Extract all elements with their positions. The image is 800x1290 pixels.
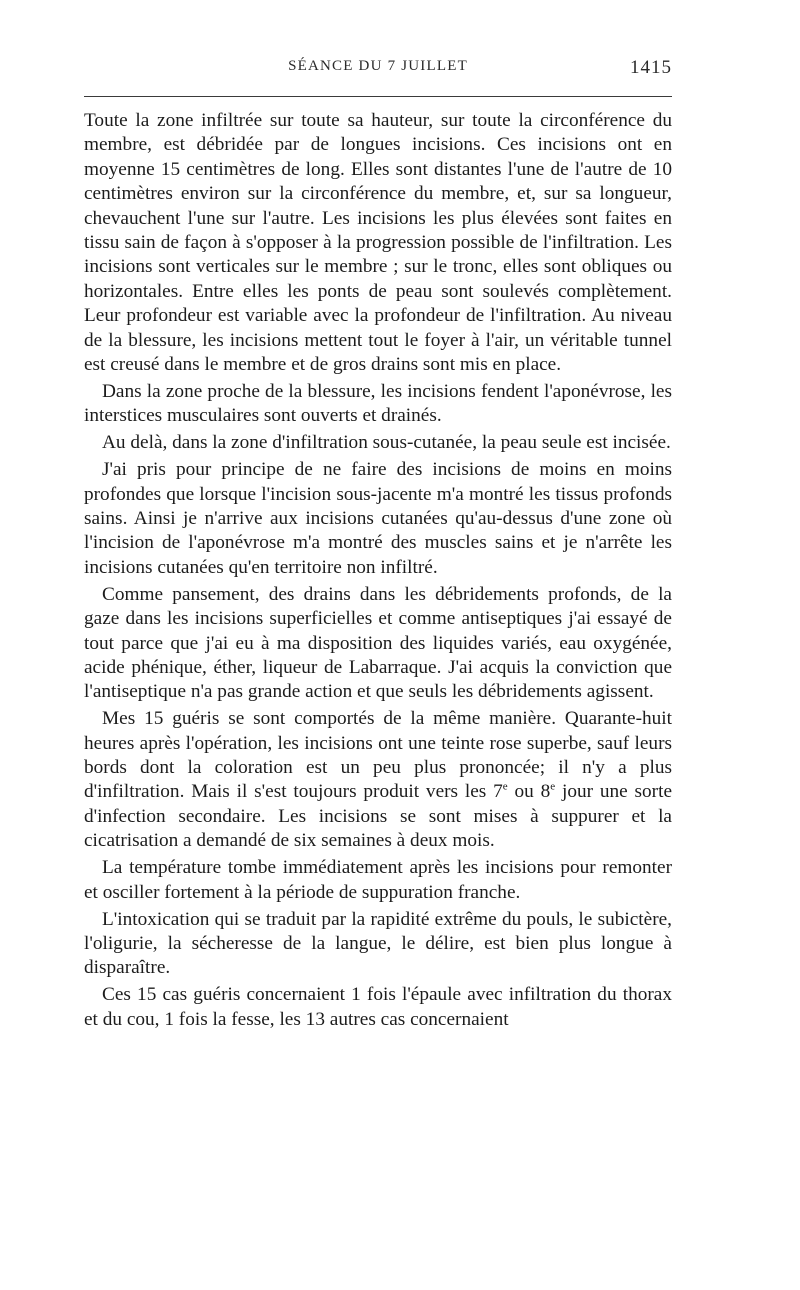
body-text <box>84 109 672 1035</box>
paragraph: Ces 15 cas guéris concernaient 1 fois l'épaule avec infiltration du thorax et du cou, 1 fois la fesse, les 13 autres cas concernaient <box>84 984 672 1030</box>
paragraph-text: Mes 15 guéris se sont comportés de la même manière. Quarante-huit heures après l'opération, les incisions ont une teinte rose superbe, sauf leurs bords dont la coloration est un peu plus prononcée; il n'y a plus d'infiltration. Mais il s'est toujours produit vers les 7 <box>84 708 672 803</box>
ordinal-superscript: e <box>502 781 508 794</box>
running-head <box>84 58 672 82</box>
paragraph: Comme pansement, des drains dans les débridements profonds, de la gaze dans les incisions superficielles et comme antiseptiques j'ai essayé de tout parce que j'ai eu à ma disposition des liquides variés, eau oxygénée, acide phénique, éther, liqueur de Labarraque. J'ai acquis la conviction que l'antiseptique n'a pas grande action et que seuls les débridements agissent. <box>84 583 672 703</box>
paragraph-text: ou 8 <box>507 781 551 803</box>
paragraph: J'ai pris pour principe de ne faire des incisions de moins en moins profondes que lorsque l'incision sous-jacente m'a montré les tissus profonds sains. Ainsi je n'arrive aux incisions cutanées qu'au-dessus d'une zone où l'incision de l'aponévrose m'a montré des muscles sains et je n'arrête les incisions cutanées qu'en territoire non infiltré. <box>84 459 672 578</box>
ordinal-superscript: e <box>550 781 556 794</box>
running-title: SÉANCE DU 7 JUILLET <box>288 58 468 74</box>
paragraph: Toute la zone infiltrée sur toute sa hauteur, sur toute la circonférence du membre, est débridée par de longues incisions. Ces incisions ont en moyenne 15 centimètres de long. Elles sont distantes l'une de l'autre de 10 centimètres environ sur la circonférence du membre, et, sur sa longueur, chevauchent l'une sur l'autre. Les incisions les plus élevées sont faites en tissu sain de façon à s'opposer à la progression possible de l'infiltration. Les incisions sont verticales sur le membre ; sur le tronc, elles sont obliques ou horizontales. Entre elles les ponts de peau sont soulevés complètement. Leur profondeur est variable avec la profondeur de l'infiltration. Au niveau de la blessure, les incisions mettent tout le foyer à l'air, un véritable tunnel est creusé dans le membre et de gros drains sont mis en place. <box>84 110 672 376</box>
header-rule <box>84 96 672 97</box>
page-number: 1415 <box>630 57 672 78</box>
paragraph <box>84 707 672 853</box>
paragraph: Au delà, dans la zone d'infiltration sous-cutanée, la peau seule est incisée. <box>102 432 671 454</box>
paragraph: La température tombe immédiatement après les incisions pour remonter et osciller fortement à la période de suppuration franche. <box>84 857 672 903</box>
paragraph: L'intoxication qui se traduit par la rapidité extrême du pouls, le subictère, l'oligurie, la sécheresse de la langue, le délire, est bien plus longue à disparaître. <box>84 908 672 979</box>
paragraph: Dans la zone proche de la blessure, les incisions fendent l'aponévrose, les interstices musculaires sont ouverts et drainés. <box>84 380 672 427</box>
paragraph-text: jour une sorte d'infection secondaire. Les incisions se sont mises à suppurer et la cicatrisation a demandé de six semaines à deux mois. <box>84 781 673 852</box>
